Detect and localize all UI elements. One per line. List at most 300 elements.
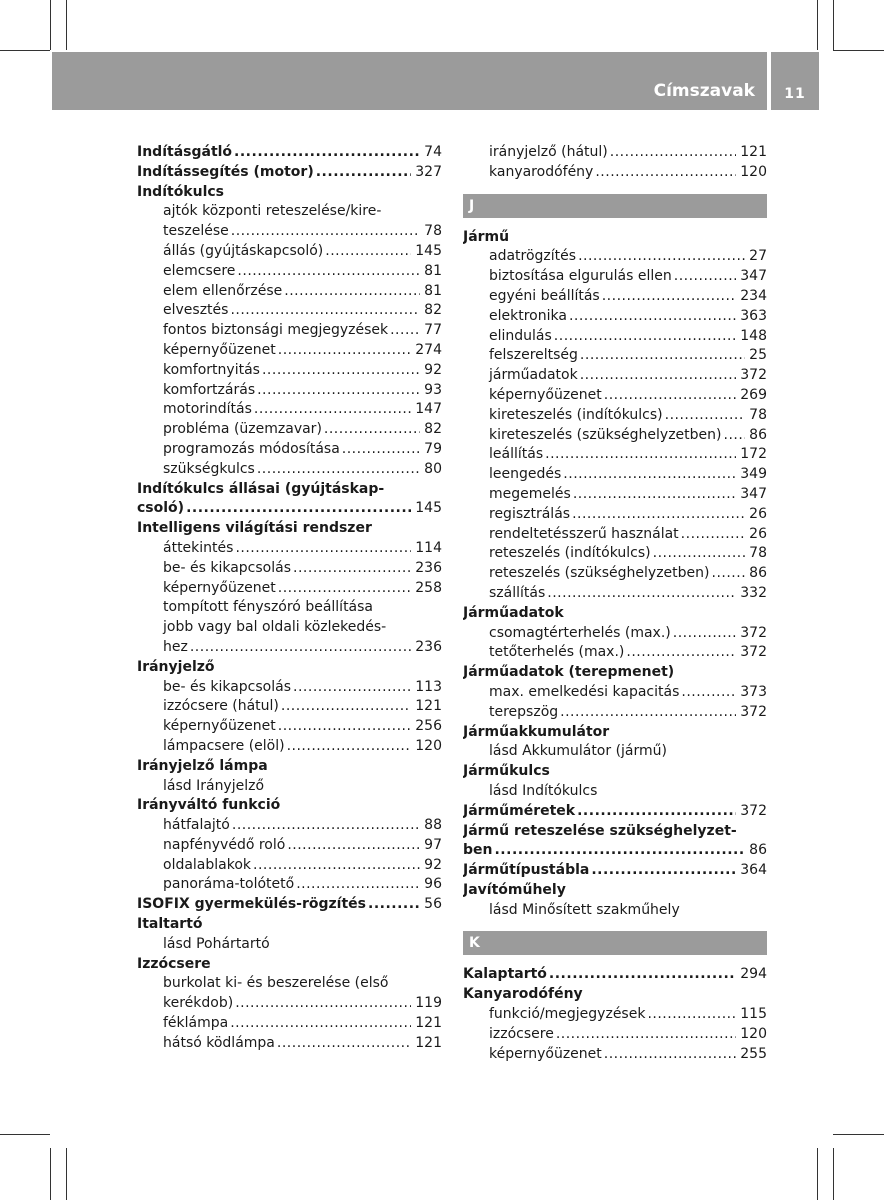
entry-term: terepszög bbox=[489, 703, 559, 720]
index-entry bbox=[463, 985, 767, 1005]
entry-term: lámpacsere (elöl) bbox=[163, 737, 285, 754]
index-entry bbox=[463, 163, 767, 183]
entry-term: hátsó ködlámpa bbox=[163, 1034, 275, 1051]
dot-leader bbox=[572, 505, 745, 525]
entry-term: Irányjelző lámpa bbox=[137, 757, 268, 774]
entry-page-number: 93 bbox=[424, 381, 442, 398]
dot-leader bbox=[190, 638, 411, 658]
dot-leader bbox=[230, 301, 420, 321]
index-entry bbox=[137, 757, 442, 777]
entry-term: oldalablakok bbox=[163, 856, 252, 873]
dot-leader bbox=[604, 386, 737, 406]
dot-leader bbox=[230, 1014, 411, 1034]
entry-page-number: 372 bbox=[740, 367, 767, 384]
index-entry bbox=[137, 638, 442, 658]
index-entry bbox=[463, 703, 767, 723]
page-number-box bbox=[771, 52, 819, 110]
entry-term: Indítókulcs állásai (gyújtáskap- bbox=[137, 480, 385, 497]
crop-mark bbox=[0, 1134, 50, 1135]
entry-term: lásd Pohártartó bbox=[163, 935, 270, 952]
entry-term: Izzócsere bbox=[137, 955, 211, 972]
entry-page-number: 26 bbox=[749, 505, 767, 522]
index-entry bbox=[463, 861, 767, 881]
index-entry bbox=[463, 782, 767, 802]
dot-leader bbox=[673, 624, 737, 644]
entry-term: programozás módosítása bbox=[163, 440, 340, 457]
index-entry bbox=[463, 901, 767, 921]
entry-term: képernyőüzenet bbox=[489, 386, 602, 403]
index-entry bbox=[463, 881, 767, 901]
dot-leader bbox=[324, 420, 420, 440]
entry-term: Jármű bbox=[463, 228, 510, 245]
dot-leader bbox=[253, 856, 420, 876]
dot-leader bbox=[681, 683, 736, 703]
crop-mark bbox=[817, 1148, 818, 1200]
index-entry bbox=[137, 400, 442, 420]
entry-page-number: 26 bbox=[749, 525, 767, 542]
entry-page-number: 255 bbox=[740, 1045, 767, 1062]
index-entry bbox=[137, 717, 442, 737]
dot-leader bbox=[231, 222, 420, 242]
entry-page-number: 82 bbox=[424, 421, 442, 438]
entry-page-number: 364 bbox=[740, 862, 767, 879]
index-entry bbox=[463, 1005, 767, 1025]
dot-leader bbox=[595, 163, 736, 183]
index-entry bbox=[137, 341, 442, 361]
index-entry bbox=[463, 663, 767, 683]
index-entry bbox=[137, 143, 442, 163]
entry-term: ben bbox=[463, 842, 493, 859]
dot-leader bbox=[653, 544, 746, 564]
dot-leader bbox=[580, 366, 737, 386]
dot-leader bbox=[560, 703, 736, 723]
dot-leader bbox=[626, 643, 736, 663]
dot-leader bbox=[287, 836, 420, 856]
index-entry bbox=[463, 742, 767, 762]
dot-leader bbox=[494, 841, 745, 861]
index-entry bbox=[137, 1034, 442, 1054]
index-entry bbox=[463, 228, 767, 248]
section-letter-j: J bbox=[463, 194, 767, 218]
dot-leader bbox=[591, 861, 736, 881]
dot-leader bbox=[368, 895, 420, 915]
index-entry bbox=[463, 584, 767, 604]
index-group-j bbox=[463, 228, 767, 921]
index-entry bbox=[463, 267, 767, 287]
entry-page-number: 86 bbox=[749, 565, 767, 582]
entry-page-number: 274 bbox=[415, 341, 442, 358]
dot-leader bbox=[284, 282, 420, 302]
entry-term: irányjelző (hátul) bbox=[489, 144, 608, 160]
index-group-continued bbox=[463, 143, 767, 183]
index-entry bbox=[137, 875, 442, 895]
entry-term: burkolat ki- és beszerelése (első bbox=[163, 975, 389, 992]
dot-leader bbox=[573, 485, 736, 505]
entry-page-number: 121 bbox=[415, 1015, 442, 1032]
entry-term: Italtartó bbox=[137, 916, 203, 933]
index-entry bbox=[463, 525, 767, 545]
entry-page-number: 148 bbox=[740, 327, 767, 344]
entry-term: Javítóműhely bbox=[463, 881, 566, 898]
index-entry bbox=[463, 604, 767, 624]
dot-leader bbox=[235, 994, 411, 1014]
entry-page-number: 77 bbox=[424, 322, 442, 339]
entry-term: kireteszelés (szükséghelyzetben) bbox=[489, 426, 722, 443]
entry-page-number: 114 bbox=[415, 539, 442, 556]
entry-term: komfortnyitás bbox=[163, 361, 260, 378]
index-entry bbox=[463, 802, 767, 822]
index-entry bbox=[137, 935, 442, 955]
entry-term: elem ellenőrzése bbox=[163, 282, 283, 299]
index-entry bbox=[137, 1014, 442, 1034]
dot-leader bbox=[580, 346, 745, 366]
dot-leader bbox=[674, 267, 737, 287]
index-entry bbox=[137, 262, 442, 282]
index-entry bbox=[137, 519, 442, 539]
entry-page-number: 97 bbox=[424, 836, 442, 853]
dot-leader bbox=[724, 426, 746, 446]
entry-term: járműadatok bbox=[489, 367, 578, 384]
entry-page-number: 121 bbox=[415, 1034, 442, 1051]
entry-term: kireteszelés (indítókulcs) bbox=[489, 406, 663, 423]
index-entry bbox=[463, 426, 767, 446]
entry-page-number: 236 bbox=[415, 638, 442, 655]
entry-page-number: 78 bbox=[424, 223, 442, 240]
dot-leader bbox=[235, 539, 411, 559]
index-entry bbox=[137, 856, 442, 876]
entry-page-number: 56 bbox=[424, 896, 442, 913]
index-entry bbox=[137, 796, 442, 816]
index-entry bbox=[463, 822, 767, 842]
index-column-left bbox=[137, 143, 442, 1054]
entry-term: lásd Akkumulátor (jármű) bbox=[489, 743, 667, 760]
entry-term: be- és kikapcsolás bbox=[163, 678, 292, 695]
index-entry bbox=[137, 460, 442, 480]
dot-leader bbox=[257, 460, 420, 480]
page-number: 11 bbox=[784, 86, 806, 102]
index-entry bbox=[137, 440, 442, 460]
entry-page-number: 78 bbox=[749, 545, 767, 562]
index-entry bbox=[137, 618, 442, 638]
index-entry bbox=[137, 163, 442, 183]
entry-page-number: 92 bbox=[424, 856, 442, 873]
index-entry bbox=[137, 816, 442, 836]
entry-page-number: 120 bbox=[740, 163, 767, 180]
entry-term: Indítássegítés (motor) bbox=[137, 163, 314, 180]
entry-term: lásd Indítókulcs bbox=[489, 782, 598, 799]
entry-page-number: 113 bbox=[415, 678, 442, 695]
entry-term: ISOFIX gyermekülés-rögzítés bbox=[137, 896, 366, 913]
entry-page-number: 172 bbox=[740, 446, 767, 463]
dot-leader bbox=[316, 163, 412, 183]
index-entry bbox=[463, 406, 767, 426]
index-entry bbox=[463, 544, 767, 564]
dot-leader bbox=[545, 445, 736, 465]
entry-page-number: 82 bbox=[424, 302, 442, 319]
index-column-right bbox=[463, 143, 767, 1064]
dot-leader bbox=[277, 1034, 411, 1054]
entry-term: kerékdob) bbox=[163, 995, 234, 1012]
section-letter-k: K bbox=[463, 931, 767, 955]
index-entry bbox=[463, 346, 767, 366]
index-entry bbox=[463, 247, 767, 267]
entry-term: Járműtípustábla bbox=[463, 862, 590, 879]
index-entry bbox=[137, 955, 442, 975]
crop-mark bbox=[66, 0, 67, 50]
entry-term: szállítás bbox=[489, 584, 546, 601]
entry-page-number: 78 bbox=[749, 406, 767, 423]
entry-term: fontos biztonsági megjegyzések bbox=[163, 322, 389, 339]
entry-term: Járműakkumulátor bbox=[463, 723, 610, 740]
entry-term: Jármű reteszelése szükséghelyzet- bbox=[463, 822, 737, 839]
entry-page-number: 147 bbox=[415, 401, 442, 418]
index-entry bbox=[137, 420, 442, 440]
index-entry bbox=[463, 445, 767, 465]
index-entry bbox=[463, 287, 767, 307]
index-entry bbox=[463, 327, 767, 347]
index-entry bbox=[137, 737, 442, 757]
header-bar bbox=[52, 52, 767, 110]
entry-page-number: 96 bbox=[424, 876, 442, 893]
entry-term: regisztrálás bbox=[489, 505, 571, 522]
entry-page-number: 372 bbox=[740, 644, 767, 661]
index-entry bbox=[463, 1025, 767, 1045]
index-entry bbox=[137, 480, 442, 500]
entry-term: Intelligens világítási rendszer bbox=[137, 520, 372, 537]
entry-page-number: 81 bbox=[424, 282, 442, 299]
index-entry bbox=[137, 202, 442, 222]
entry-term: megemelés bbox=[489, 485, 571, 502]
entry-term: motorindítás bbox=[163, 401, 252, 418]
entry-page-number: 86 bbox=[749, 842, 767, 859]
dot-leader bbox=[342, 440, 420, 460]
entry-term: max. emelkedési kapacitás bbox=[489, 683, 680, 700]
dot-leader bbox=[569, 307, 736, 327]
entry-term: Járműméretek bbox=[463, 802, 576, 819]
crop-mark bbox=[66, 1148, 67, 1200]
entry-page-number: 347 bbox=[740, 268, 767, 285]
index-entry bbox=[137, 499, 442, 519]
index-entry bbox=[463, 723, 767, 743]
crop-mark bbox=[833, 1134, 884, 1135]
entry-term: reteszelés (szükséghelyzetben) bbox=[489, 565, 710, 582]
index-group-k bbox=[463, 965, 767, 1064]
index-entry bbox=[137, 321, 442, 341]
dot-leader bbox=[287, 737, 412, 757]
entry-term: áttekintés bbox=[163, 539, 234, 556]
entry-page-number: 120 bbox=[415, 737, 442, 754]
index-entry bbox=[463, 965, 767, 985]
entry-term: csomagtérterhelés (max.) bbox=[489, 624, 671, 641]
entry-term: Irányváltó funkció bbox=[137, 797, 281, 814]
entry-page-number: 373 bbox=[740, 683, 767, 700]
entry-term: tompított fényszóró beállítása bbox=[163, 599, 374, 616]
entry-term: be- és kikapcsolás bbox=[163, 559, 292, 576]
entry-page-number: 145 bbox=[415, 242, 442, 259]
crop-mark bbox=[50, 0, 51, 50]
entry-page-number: 256 bbox=[415, 718, 442, 735]
entry-page-number: 372 bbox=[740, 624, 767, 641]
index-entry bbox=[463, 762, 767, 782]
entry-term: leengedés bbox=[489, 466, 562, 483]
dot-leader bbox=[602, 287, 737, 307]
entry-term: izzócsere (hátul) bbox=[163, 698, 279, 715]
entry-term: komfortzárás bbox=[163, 381, 256, 398]
entry-page-number: 332 bbox=[740, 584, 767, 601]
crop-mark bbox=[0, 50, 50, 51]
dot-leader bbox=[186, 499, 411, 519]
entry-term: teszelése bbox=[163, 223, 229, 240]
entry-page-number: 258 bbox=[415, 579, 442, 596]
entry-term: ajtók központi reteszelése/kire- bbox=[163, 203, 382, 220]
entry-term: Járműadatok (terepmenet) bbox=[463, 664, 675, 681]
entry-term: Kalaptartó bbox=[463, 966, 547, 983]
index-entry bbox=[463, 485, 767, 505]
entry-term: adatrögzítés bbox=[489, 248, 577, 265]
entry-page-number: 372 bbox=[740, 802, 767, 819]
index-entry bbox=[463, 564, 767, 584]
index-entry bbox=[137, 915, 442, 935]
index-entry bbox=[137, 697, 442, 717]
entry-term: képernyőüzenet bbox=[163, 341, 276, 358]
index-entry bbox=[463, 683, 767, 703]
index-entry bbox=[463, 307, 767, 327]
page-title: Címszavak bbox=[653, 81, 755, 101]
entry-page-number: 80 bbox=[424, 460, 442, 477]
entry-term: szükségkulcs bbox=[163, 460, 255, 477]
index-entry bbox=[463, 143, 767, 163]
entry-term: Irányjelző bbox=[137, 658, 215, 675]
dot-leader bbox=[665, 406, 746, 426]
dot-leader bbox=[237, 262, 420, 282]
entry-page-number: 92 bbox=[424, 361, 442, 378]
index-entry bbox=[137, 678, 442, 698]
entry-term: csoló) bbox=[137, 500, 185, 517]
index-entry bbox=[137, 282, 442, 302]
entry-term: Járműadatok bbox=[463, 604, 564, 621]
entry-term: állás (gyújtáskapcsoló) bbox=[163, 242, 324, 259]
entry-term: funkció/megjegyzések bbox=[489, 1006, 646, 1023]
dot-leader bbox=[293, 678, 411, 698]
entry-page-number: 347 bbox=[740, 485, 767, 502]
index-entry bbox=[463, 505, 767, 525]
entry-term: rendeltetésszerű használat bbox=[489, 525, 679, 542]
dot-leader bbox=[712, 564, 746, 584]
entry-term: panoráma-tolótető bbox=[163, 876, 295, 893]
dot-leader bbox=[577, 802, 736, 822]
dot-leader bbox=[296, 875, 420, 895]
crop-mark bbox=[833, 50, 884, 51]
entry-page-number: 86 bbox=[749, 426, 767, 443]
crop-mark bbox=[817, 0, 818, 50]
index-entry bbox=[137, 895, 442, 915]
index-entry bbox=[463, 465, 767, 485]
index-entry bbox=[137, 222, 442, 242]
entry-term: képernyőüzenet bbox=[163, 718, 276, 735]
entry-page-number: 327 bbox=[415, 163, 442, 180]
index-entry bbox=[137, 579, 442, 599]
index-entry bbox=[137, 658, 442, 678]
dot-leader bbox=[234, 143, 420, 163]
entry-term: elindulás bbox=[489, 327, 552, 344]
entry-page-number: 25 bbox=[749, 347, 767, 364]
entry-term: jobb vagy bal oldali közlekedés- bbox=[163, 619, 387, 636]
dot-leader bbox=[610, 143, 736, 163]
entry-page-number: 269 bbox=[740, 386, 767, 403]
entry-term: elektronika bbox=[489, 307, 567, 324]
entry-term: probléma (üzemzavar) bbox=[163, 421, 322, 438]
entry-term: elemcsere bbox=[163, 262, 236, 279]
index-entry bbox=[137, 777, 442, 797]
dot-leader bbox=[647, 1005, 736, 1025]
entry-page-number: 372 bbox=[740, 703, 767, 720]
entry-page-number: 236 bbox=[415, 559, 442, 576]
entry-term: hátfalajtó bbox=[163, 817, 230, 834]
entry-term: egyéni beállítás bbox=[489, 287, 600, 304]
entry-page-number: 81 bbox=[424, 262, 442, 279]
dot-leader bbox=[554, 327, 736, 347]
index-entry bbox=[137, 361, 442, 381]
dot-leader bbox=[325, 242, 411, 262]
entry-term: napfényvédő roló bbox=[163, 836, 286, 853]
entry-page-number: 27 bbox=[749, 248, 767, 265]
entry-page-number: 349 bbox=[740, 466, 767, 483]
entry-term: biztosítása elgurulás ellen bbox=[489, 268, 672, 285]
index-entry bbox=[137, 242, 442, 262]
dot-leader bbox=[232, 816, 420, 836]
entry-page-number: 74 bbox=[424, 144, 442, 160]
entry-term: Járműkulcs bbox=[463, 763, 550, 780]
dot-leader bbox=[278, 341, 412, 361]
index-entry bbox=[137, 381, 442, 401]
index-entry bbox=[137, 183, 442, 203]
entry-page-number: 121 bbox=[740, 144, 767, 160]
entry-term: leállítás bbox=[489, 446, 544, 463]
dot-leader bbox=[254, 400, 411, 420]
dot-leader bbox=[563, 465, 736, 485]
index-entry bbox=[137, 994, 442, 1014]
index-entry bbox=[463, 624, 767, 644]
dot-leader bbox=[293, 559, 411, 579]
entry-term: képernyőüzenet bbox=[163, 579, 276, 596]
dot-leader bbox=[281, 697, 411, 717]
crop-mark bbox=[833, 1148, 834, 1200]
index-entry bbox=[463, 643, 767, 663]
entry-page-number: 363 bbox=[740, 307, 767, 324]
entry-term: Indítókulcs bbox=[137, 183, 225, 200]
crop-mark bbox=[833, 0, 834, 50]
entry-term: lásd Minősített szakműhely bbox=[489, 901, 680, 918]
entry-page-number: 145 bbox=[415, 500, 442, 517]
entry-term: hez bbox=[163, 638, 188, 655]
dot-leader bbox=[604, 1045, 737, 1065]
entry-page-number: 294 bbox=[740, 966, 767, 983]
dot-leader bbox=[390, 321, 420, 341]
dot-leader bbox=[257, 381, 420, 401]
index-entry bbox=[137, 301, 442, 321]
entry-page-number: 120 bbox=[740, 1025, 767, 1042]
entry-term: képernyőüzenet bbox=[489, 1045, 602, 1062]
dot-leader bbox=[549, 965, 736, 985]
dot-leader bbox=[556, 1025, 736, 1045]
entry-term: Kanyarodófény bbox=[463, 986, 583, 1003]
index-entry bbox=[137, 539, 442, 559]
entry-term: izzócsere bbox=[489, 1025, 554, 1042]
entry-term: kanyarodófény bbox=[489, 163, 594, 180]
entry-page-number: 121 bbox=[415, 698, 442, 715]
index-entry bbox=[463, 1045, 767, 1065]
entry-term: reteszelés (indítókulcs) bbox=[489, 545, 651, 562]
